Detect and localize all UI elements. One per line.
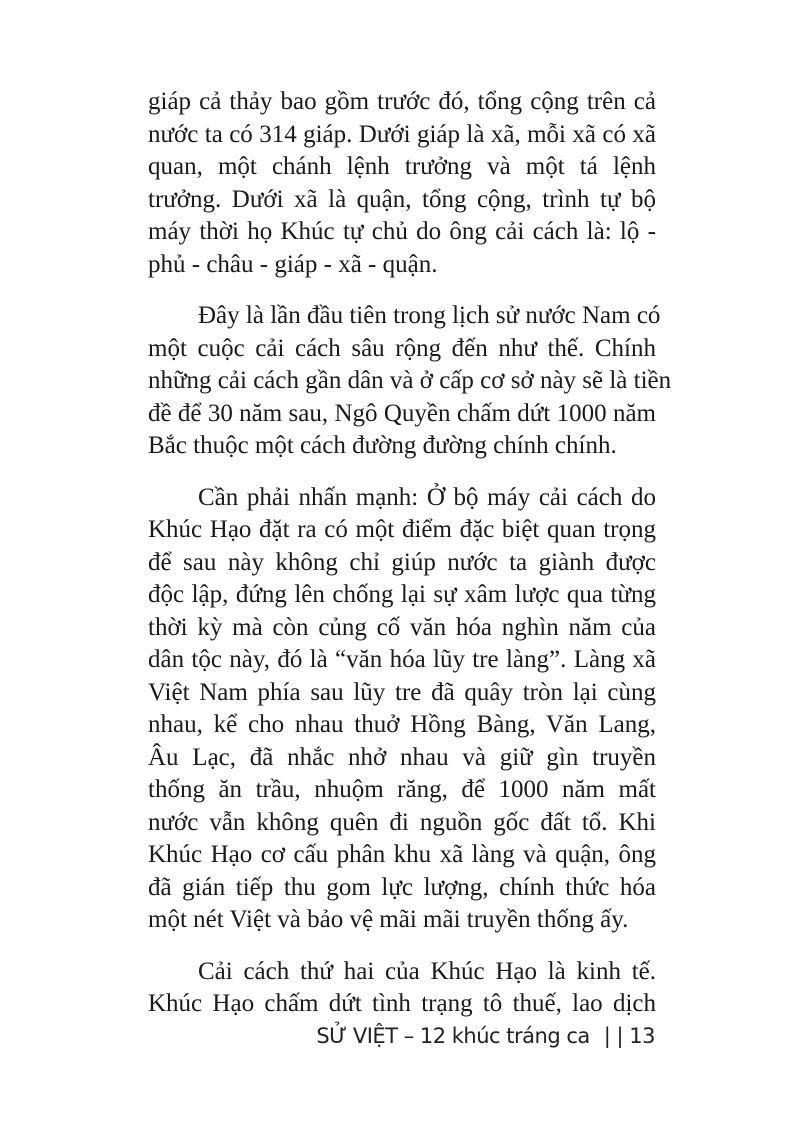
text-line: máy thời họ Khúc tự chủ do ông cải cách là: lộ -	[148, 218, 656, 245]
text-line: nhau, kể cho nhau thuở Hồng Bàng, Văn Lang,	[148, 711, 656, 738]
text-line: Khúc Hạo cơ cấu phân khu xã làng và quận, ông	[148, 841, 656, 868]
page-body	[148, 86, 672, 1040]
text-line: đã gián tiếp thu gom lực lượng, chính thức hóa	[148, 873, 656, 901]
text-line: Đây là lần đầu tiên trong lịch sử nước Nam có	[198, 302, 661, 329]
text-line: nước vẫn không quên đi nguồn gốc đất tổ. Khi	[148, 808, 656, 836]
paragraph	[148, 300, 672, 463]
text-line: một cuộc cải cách sâu rộng đến như thế. Chính	[148, 334, 656, 362]
text-line: quan, một chánh lệnh trưởng và một tá lệnh	[148, 153, 656, 180]
book-title: SỬ VIỆT – 12 khúc tráng ca	[316, 1024, 590, 1048]
text-line: một nét Việt và bảo vệ mãi mãi truyền thống ấy.	[148, 906, 629, 933]
text-line: Khúc Hạo đặt ra có một điểm đặc biệt quan trọng	[148, 516, 656, 543]
text-line: Cần phải nhấn mạnh: Ở bộ máy cải cách do	[198, 483, 656, 511]
paragraph	[148, 482, 656, 937]
text-line: những cải cách gần dân và ở cấp cơ sở này sẽ là tiền	[148, 367, 672, 394]
text-line: nước ta có 314 giáp. Dưới giáp là xã, mỗi xã có xã	[148, 120, 656, 148]
paragraph	[148, 956, 656, 1021]
text-line: Âu Lạc, đã nhắc nhở nhau và giữ gìn truyền	[148, 743, 656, 771]
text-line: Cải cách thứ hai của Khúc Hạo là kinh tế.	[198, 957, 656, 985]
text-line: giáp cả thảy bao gồm trước đó, tổng cộng trên cả	[148, 88, 656, 115]
text-line: độc lập, đứng lên chống lại sự xâm lược qua từng	[148, 581, 656, 608]
text-line: trưởng. Dưới xã là quận, tổng cộng, trình tự bộ	[148, 185, 656, 213]
text-line: phủ - châu - giáp - xã - quận.	[148, 250, 438, 278]
paragraph	[148, 86, 656, 281]
text-line: đề để 30 năm sau, Ngô Quyền chấm dứt 1000 năm	[148, 399, 656, 427]
page-footer	[316, 1024, 655, 1048]
footer-separator: | |	[603, 1024, 624, 1048]
page-number: 13	[629, 1024, 655, 1048]
text-line: thời kỳ mà còn củng cố văn hóa nghìn năm của	[148, 613, 656, 641]
text-line: Bắc thuộc một cách đường đường chính chính.	[148, 432, 617, 459]
text-line: Khúc Hạo chấm dứt tình trạng tô thuế, lao dịch	[148, 990, 656, 1017]
text-line: thống ăn trầu, nhuộm răng, để 1000 năm mất	[148, 776, 656, 803]
text-line: để sau này không chỉ giúp nước ta giành được	[148, 548, 656, 576]
text-line: dân tộc này, đó là “văn hóa lũy tre làng”. Làng xã	[148, 646, 656, 673]
text-line: Việt Nam phía sau lũy tre đã quây tròn lại cùng	[148, 678, 656, 706]
